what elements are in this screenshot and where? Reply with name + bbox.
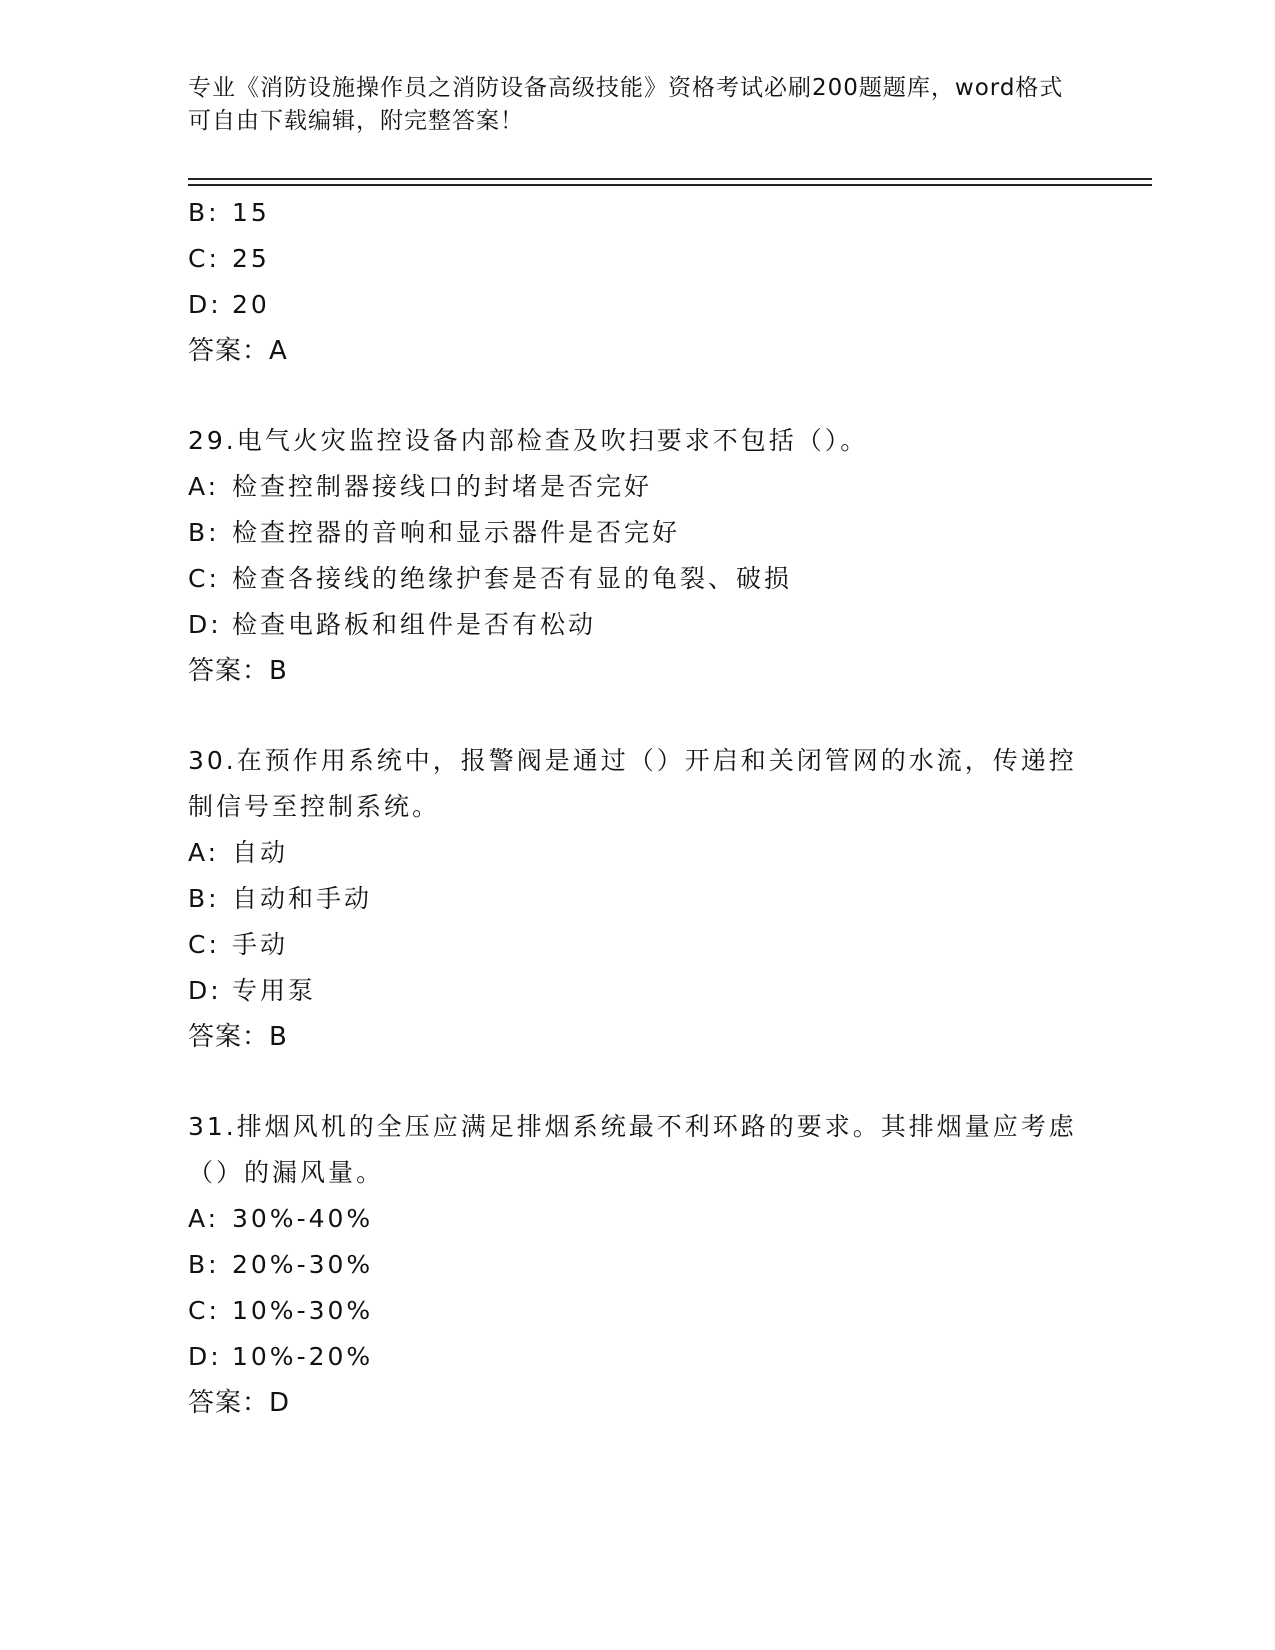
option-line: C: 手动 [188,930,289,959]
question-30 [188,738,1088,1060]
answer-line: 答案：B [188,656,288,686]
answer-line: 答案：A [188,336,288,366]
answer-line: 答案：B [188,1022,288,1052]
answer-line: 答案：D [188,1388,291,1418]
option-line: D: 专用泵 [188,976,317,1005]
option-line: B: 检查控器的音响和显示器件是否完好 [188,518,681,547]
question-stem: 31.排烟风机的全压应满足排烟系统最不利环路的要求。其排烟量应考虑（）的漏风量。 [188,1112,1077,1187]
option-line: B: 15 [188,198,270,227]
question-stem: 29.电气火灾监控设备内部检查及吹扫要求不包括（）。 [188,426,869,455]
option-line: B: 20%-30% [188,1250,374,1279]
question-stem: 30.在预作用系统中，报警阀是通过（）开启和关闭管网的水流，传递控制信号至控制系统。 [188,746,1077,821]
option-line: D: 检查电路板和组件是否有松动 [188,610,597,639]
question-list [188,190,1088,1426]
header-divider-top [188,178,1152,180]
option-line: B: 自动和手动 [188,884,373,913]
option-line: C: 检查各接线的绝缘护套是否有显的龟裂、破损 [188,564,793,593]
carryover-question [188,190,1088,374]
option-line: C: 10%-30% [188,1296,374,1325]
option-line: A: 检查控制器接线口的封堵是否完好 [188,472,653,501]
question-29 [188,418,1088,694]
question-31 [188,1104,1088,1426]
option-line: A: 自动 [188,838,289,867]
header-divider-bottom [188,184,1152,186]
option-line: A: 30%-40% [188,1204,374,1233]
option-line: D: 20 [188,290,270,319]
option-line: D: 10%-20% [188,1342,374,1371]
option-line: C: 25 [188,244,270,273]
document-header: 专业《消防设施操作员之消防设备高级技能》资格考试必刷200题题库，word格式可自由下载编辑，附完整答案！ [188,75,1064,134]
